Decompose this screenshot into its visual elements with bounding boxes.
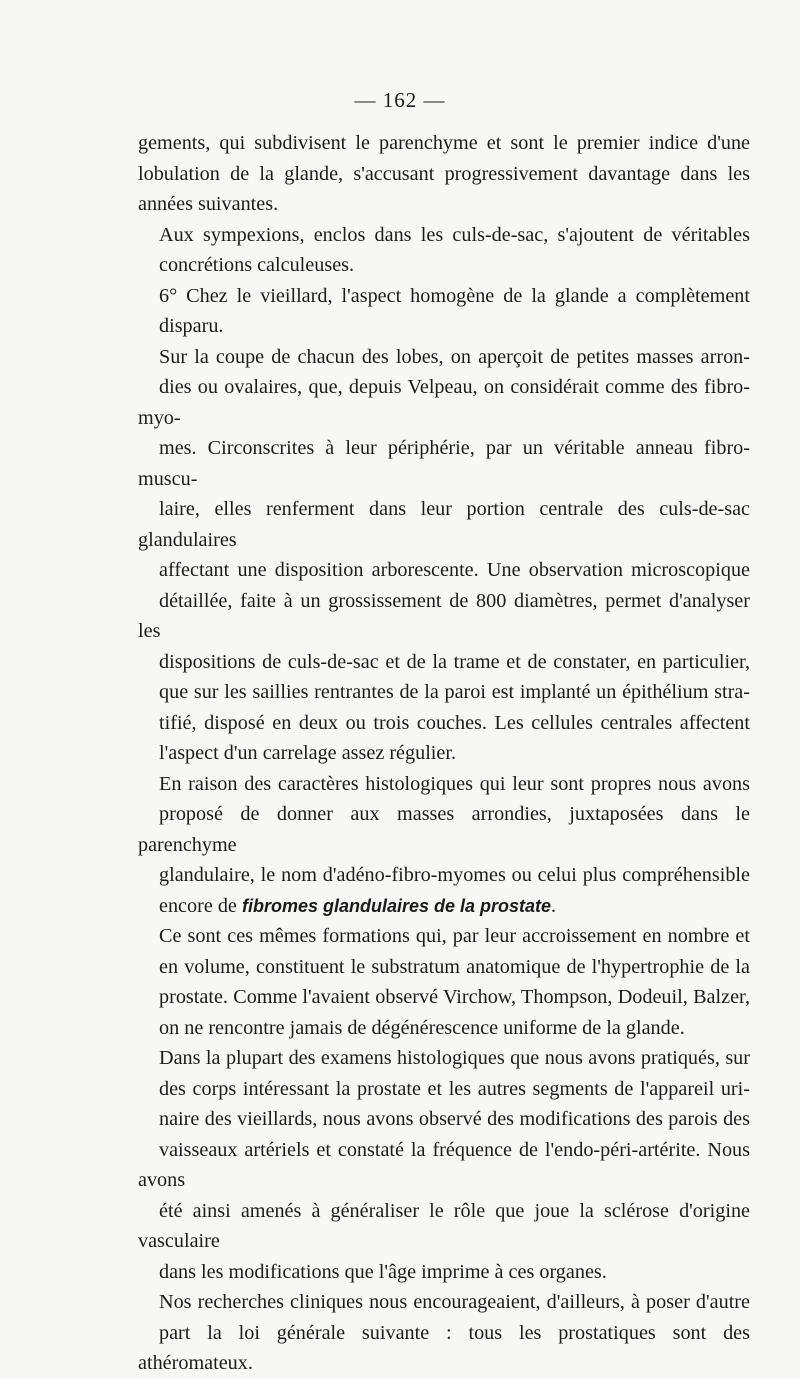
- text-line: années suivantes.: [138, 193, 279, 215]
- text-line: disparu.: [159, 315, 224, 337]
- text-line: Nos recherches cliniques nous encourageaient, d'ailleurs, à poser d'autre: [159, 1291, 750, 1313]
- text-line: vaisseaux artériels et constaté la fréquence de l'endo-péri-artérite. Nous avons: [138, 1138, 750, 1191]
- text-prefix: encore de: [159, 894, 242, 917]
- text-line: affectant une disposition arborescente. Une observation microscopique: [159, 559, 750, 581]
- text-line: été ainsi amenés à généraliser le rôle que joue la sclérose d'origine vasculaire: [138, 1199, 750, 1252]
- text-line: mes. Circonscrites à leur périphérie, par un véritable anneau fibro-muscu-: [138, 437, 750, 490]
- text-line: des corps intéressant la prostate et les autres segments de l'appareil uri-: [159, 1077, 750, 1100]
- paragraph-6: [138, 921, 750, 1043]
- text-line: En raison des caractères histologiques qui leur sont propres nous avons: [159, 772, 750, 795]
- text-line: que sur les saillies rentrantes de la paroi est implanté un épithélium stra-: [159, 681, 750, 703]
- text-line: lobulation de la glande, s'accusant progressivement davantage dans les: [138, 162, 750, 185]
- text-line: on ne rencontre jamais de dégénérescence uniforme de la glande.: [159, 1016, 685, 1039]
- paragraph-1: [138, 128, 750, 220]
- text-line: Ce sont ces mêmes formations qui, par leur accroissement en nombre et: [159, 925, 750, 947]
- text-line: prostate. Comme l'avaient observé Virchow, Thompson, Dodeuil, Balzer,: [159, 986, 750, 1008]
- paragraph-8: [138, 1287, 750, 1379]
- paragraph-4: [138, 342, 750, 769]
- text-line: gements, qui subdivisent le parenchyme et sont le premier indice d'une: [138, 132, 750, 154]
- text-line: concrétions calculeuses.: [159, 254, 355, 276]
- paragraph-2: [138, 220, 750, 281]
- text-line: Dans la plupart des examens histologiques que nous avons pratiqués, sur: [159, 1047, 750, 1069]
- body-text: [138, 128, 750, 1379]
- paragraph-5: [138, 769, 750, 922]
- text-line: Aux sympexions, enclos dans les culs-de-sac, s'ajoutent de véritables: [159, 223, 750, 246]
- text-line: tifié, disposé en deux ou trois couches. Les cellules centrales affectent: [159, 711, 750, 734]
- text-line: dispositions de culs-de-sac et de la trame et de constater, en particulier,: [159, 650, 750, 673]
- text-line: glandulaire, le nom d'adéno-fibro-myomes ou celui plus compréhensible: [159, 864, 750, 886]
- text-line: 6° Chez le vieillard, l'aspect homogène de la glande a complètement: [159, 284, 750, 307]
- paragraph-7: [138, 1043, 750, 1287]
- text-line: l'aspect d'un carrelage assez régulier.: [159, 742, 457, 764]
- emphasized-term: fibromes glandulaires de la prostate: [241, 895, 552, 916]
- text-line: dies ou ovalaires, que, depuis Velpeau, on considérait comme des fibro-myo-: [138, 376, 750, 429]
- text-line: détaillée, faite à un grossissement de 800 diamètres, permet d'analyser les: [138, 589, 750, 642]
- text-line: laire, elles renferment dans leur portion centrale des culs-de-sac glandulaires: [138, 498, 750, 551]
- text-line: naire des vieillards, nous avons observé des modifications des parois des: [159, 1108, 750, 1130]
- text-suffix: .: [551, 894, 557, 917]
- paragraph-3: [138, 281, 750, 342]
- text-line: en volume, constituent le substratum anatomique de l'hypertrophie de la: [159, 955, 750, 978]
- text-line: proposé de donner aux masses arrondies, juxtaposées dans le parenchyme: [138, 803, 750, 856]
- text-line: [138, 891, 750, 922]
- text-line: dans les modifications que l'âge imprime à ces organes.: [159, 1260, 607, 1283]
- text-line: part la loi générale suivante : tous les prostatiques sont des athéromateux.: [138, 1321, 750, 1374]
- page-number: — 162 —: [354, 88, 446, 112]
- text-line: Sur la coupe de chacun des lobes, on aperçoit de petites masses arron-: [159, 345, 750, 368]
